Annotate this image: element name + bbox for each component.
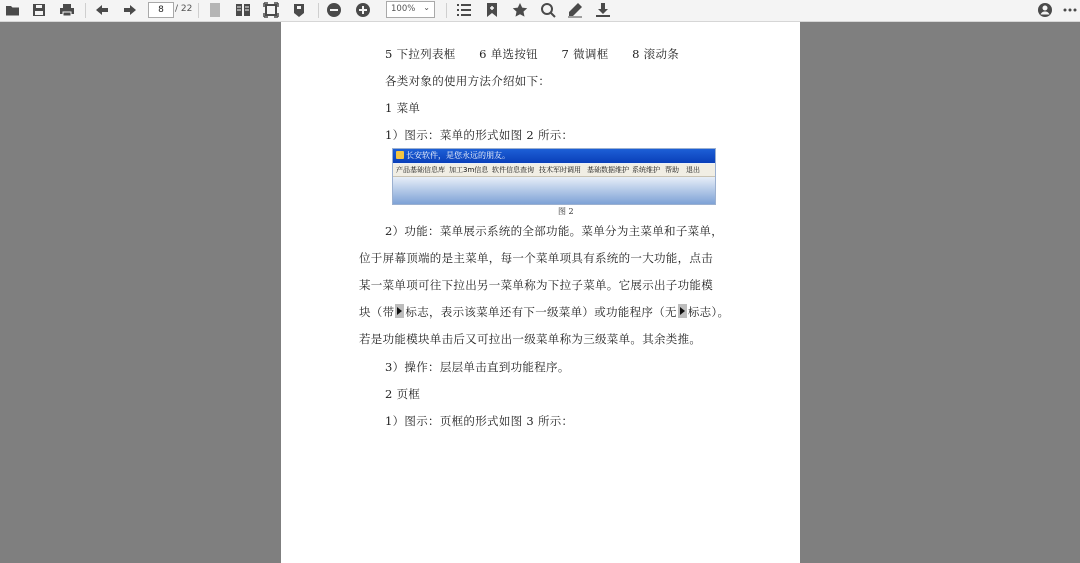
doc-para-line	[359, 304, 729, 320]
doc-line: 5 下拉列表框 6 单选按钮 7 微调框 8 滚动条	[385, 47, 680, 61]
figure-caption: 图 2	[558, 207, 574, 216]
doc-para-line: 位于屏幕顶端的是主菜单，每一个菜单项具有系统的一大功能，点击	[359, 251, 713, 265]
figure-menu-item: 退出	[686, 166, 700, 174]
account-icon[interactable]	[1037, 2, 1053, 18]
fit-page-icon[interactable]	[263, 2, 279, 18]
text-fragment: 标志，表示该菜单还有下一级菜单）或功能程序（无	[405, 305, 677, 319]
doc-para-line: 2）功能：菜单展示系统的全部功能。菜单分为主菜单和子菜单，	[385, 224, 724, 238]
document-page	[281, 22, 800, 563]
page-number-input[interactable]: 8	[148, 2, 174, 18]
list-icon[interactable]	[456, 2, 472, 18]
zoom-select[interactable]	[386, 1, 435, 18]
fit-width-icon[interactable]	[291, 2, 307, 18]
doc-para-line: 某一菜单项可往下拉出另一菜单称为下拉子菜单。它展示出子功能模	[359, 278, 713, 292]
text-fragment: 标志）。	[687, 305, 730, 319]
separator	[318, 3, 319, 18]
zoom-out-icon[interactable]	[326, 2, 342, 18]
app-icon	[396, 151, 404, 159]
doc-line: 3）操作：层层单击直到功能程序。	[385, 360, 570, 374]
doc-heading: 2 页框	[385, 387, 421, 401]
open-folder-icon[interactable]	[5, 2, 21, 18]
arrow-right-icon[interactable]	[122, 2, 138, 18]
menu-figure	[392, 148, 716, 205]
figure-menubar	[393, 164, 715, 177]
star-icon[interactable]	[512, 2, 528, 18]
figure-menu-item: 加工3m信息	[449, 166, 489, 174]
doc-line: 1）图示：页框的形式如图 3 所示：	[385, 414, 574, 428]
figure-title-text: 长安软件，是您永远的朋友。	[406, 151, 510, 160]
figure-menu-item: 系统维护	[632, 166, 660, 174]
chevron-down-icon: ⌄	[423, 3, 430, 12]
save-icon[interactable]	[31, 2, 47, 18]
pen-icon[interactable]	[567, 2, 583, 18]
zoom-in-icon[interactable]	[355, 2, 371, 18]
separator	[85, 3, 86, 18]
bookmark-icon[interactable]	[484, 2, 500, 18]
figure-window-title	[393, 149, 715, 163]
print-icon[interactable]	[59, 2, 75, 18]
doc-heading: 1 菜单	[385, 101, 421, 115]
doc-line: 1）图示：菜单的形式如图 2 所示：	[385, 128, 574, 142]
text-fragment: 块（带	[359, 305, 395, 319]
figure-menu-item: 技术军时调用	[539, 166, 581, 174]
two-page-icon[interactable]	[235, 2, 251, 18]
figure-desktop	[393, 177, 715, 204]
figure-menu-item: 产品基础信息库	[396, 166, 445, 174]
doc-para-line: 若是功能模块单击后又可拉出一级菜单称为三级菜单。其余类推。	[359, 332, 702, 346]
toolbar	[0, 0, 1080, 22]
arrow-left-icon[interactable]	[94, 2, 110, 18]
submenu-arrow-icon	[395, 304, 404, 318]
figure-menu-item: 基础数据维护	[587, 166, 629, 174]
download-icon[interactable]	[595, 2, 611, 18]
separator	[198, 3, 199, 18]
page-total: / 22	[175, 4, 193, 14]
document-viewer[interactable]	[0, 22, 1080, 563]
separator	[446, 3, 447, 18]
figure-menu-item: 帮助	[665, 166, 679, 174]
doc-line: 各类对象的使用方法介绍如下：	[385, 74, 551, 88]
more-icon[interactable]	[1062, 2, 1078, 18]
zoom-value: 100%	[391, 4, 416, 14]
search-icon[interactable]	[540, 2, 556, 18]
figure-menu-item: 软件信息查询	[492, 166, 534, 174]
single-page-icon[interactable]	[207, 2, 223, 18]
submenu-arrow-icon	[678, 304, 687, 318]
